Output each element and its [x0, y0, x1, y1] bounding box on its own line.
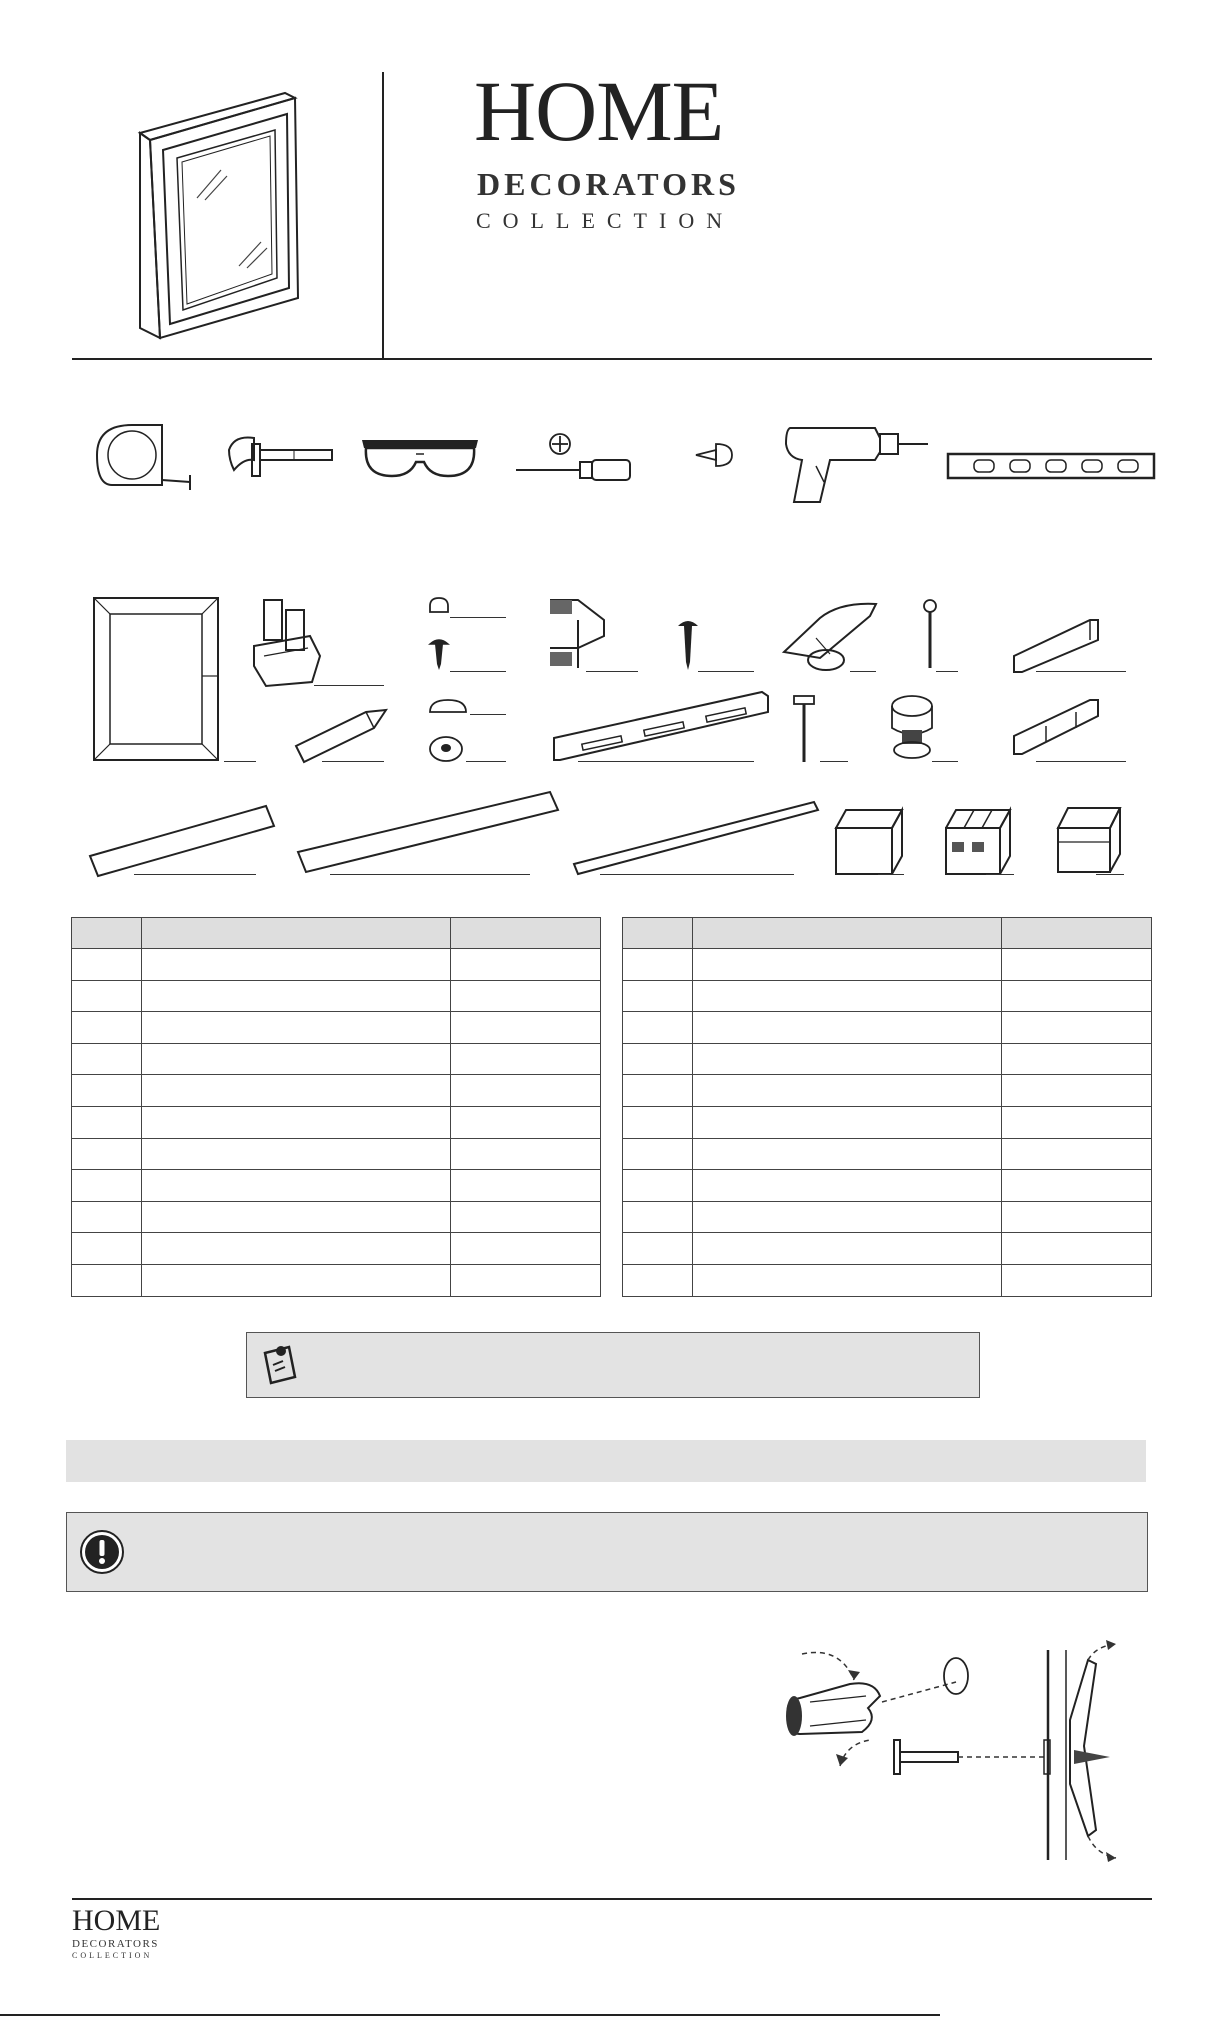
brand-line-decorators: DECORATORS — [477, 166, 740, 202]
bumper-part — [428, 698, 468, 720]
l-bracket-part — [1010, 696, 1100, 766]
table-row — [72, 1233, 601, 1265]
table-row — [623, 1106, 1152, 1138]
hanging-bracket-part — [1010, 616, 1100, 678]
table-header — [623, 918, 1152, 949]
brand-line-home: HOME — [474, 63, 724, 159]
long-screw-part — [676, 616, 700, 676]
footer-brand-decorators: DECORATORS — [72, 1938, 159, 1950]
table-row — [72, 980, 601, 1012]
brand-logo — [474, 63, 750, 233]
hammer-icon — [224, 430, 334, 494]
screw-icon — [694, 440, 734, 474]
header-divider — [382, 72, 384, 358]
note-icon — [259, 1343, 301, 1389]
divided-bin-part — [942, 802, 1014, 882]
warning-box — [66, 1512, 1148, 1592]
shelf-clip-part — [250, 596, 324, 694]
mounting-rail-part — [552, 688, 772, 768]
table-row — [623, 1233, 1152, 1265]
table-row — [72, 1170, 601, 1202]
tape-measure-icon — [92, 420, 192, 494]
footer-brand-collection: COLLECTION — [72, 1951, 153, 1960]
table-row — [623, 1170, 1152, 1202]
safety-glasses-icon — [358, 428, 482, 488]
footer-logo — [72, 1906, 160, 1960]
footer-brand-home: HOME — [72, 1904, 161, 1937]
cam-lock-part — [890, 694, 934, 768]
brand-line-collection: COLLECTION — [476, 208, 735, 233]
footer-rule — [72, 1898, 1152, 1900]
table-row — [623, 1264, 1152, 1296]
level-icon — [946, 448, 1156, 488]
short-panel-part — [88, 804, 278, 878]
table-row — [72, 1075, 601, 1107]
strip-part — [572, 800, 820, 880]
header-rule — [72, 358, 1152, 360]
open-bin-part — [832, 802, 906, 882]
warning-icon — [79, 1529, 125, 1575]
parts-table-left — [71, 917, 601, 1297]
note-box — [246, 1332, 980, 1398]
table-row — [623, 1075, 1152, 1107]
cap-part — [428, 596, 450, 620]
table-header — [72, 918, 601, 949]
table-row — [72, 949, 601, 981]
z-bracket-part — [548, 596, 608, 674]
screw-part — [428, 636, 450, 676]
product-illustration — [135, 88, 305, 342]
toggle-anchor-part — [780, 598, 880, 676]
cabinet-frame-part — [92, 596, 220, 766]
bottom-rule — [0, 2014, 940, 2016]
table-row — [623, 1201, 1152, 1233]
table-row — [623, 1012, 1152, 1044]
screwdriver-icon — [514, 430, 634, 490]
pencil-part — [292, 708, 392, 772]
washer-part — [428, 734, 464, 768]
table-row — [72, 1043, 601, 1075]
table-row — [623, 949, 1152, 981]
table-row — [623, 1138, 1152, 1170]
bolt-part — [920, 598, 940, 676]
table-row — [72, 1106, 601, 1138]
power-drill-icon — [780, 418, 930, 508]
table-row — [623, 980, 1152, 1012]
section-band — [66, 1440, 1146, 1482]
drawer-bin-part — [1054, 802, 1126, 882]
table-row — [72, 1201, 601, 1233]
table-row — [72, 1264, 601, 1296]
anchor-installation-diagram — [770, 1640, 1150, 1884]
parts-table-right — [622, 917, 1152, 1297]
table-row — [72, 1138, 601, 1170]
table-row — [623, 1043, 1152, 1075]
long-panel-part — [296, 790, 560, 876]
pin-part — [792, 694, 816, 768]
table-row — [72, 1012, 601, 1044]
